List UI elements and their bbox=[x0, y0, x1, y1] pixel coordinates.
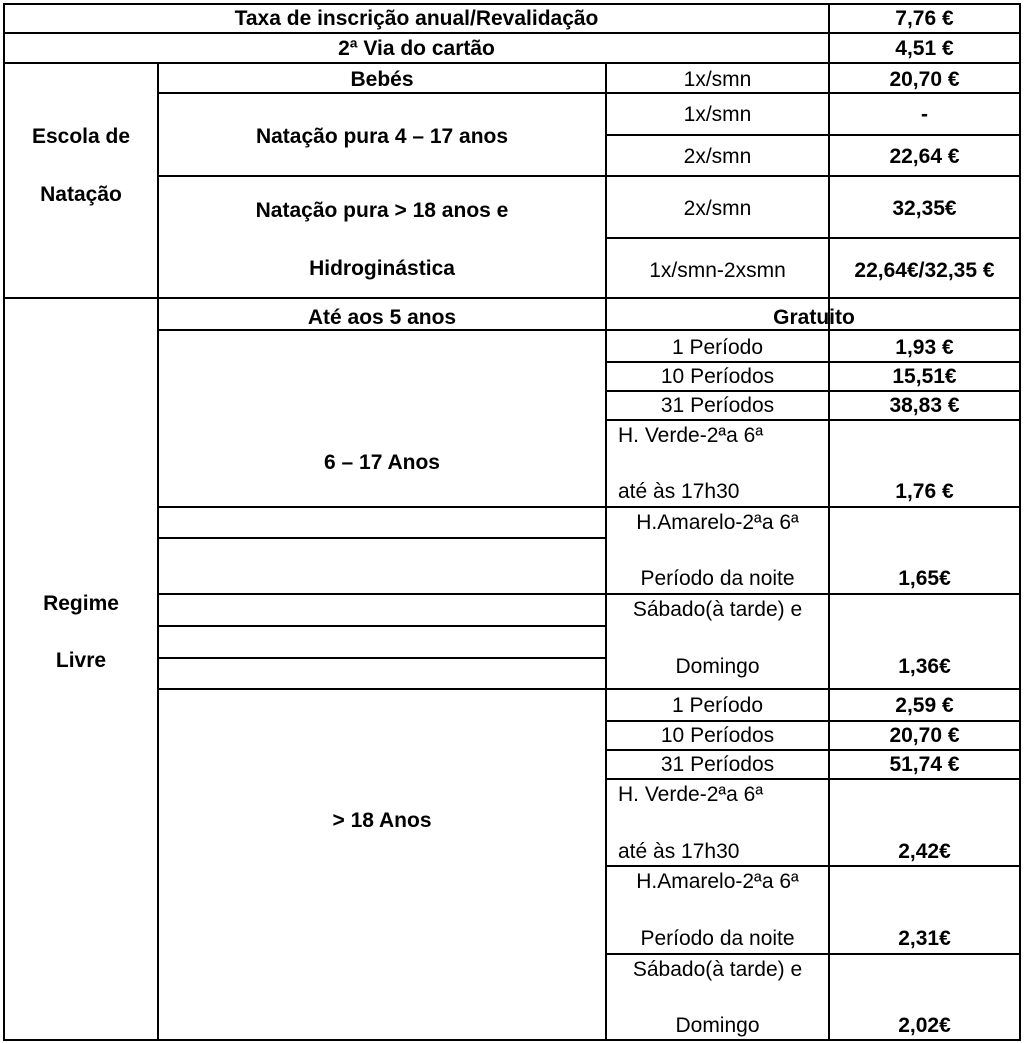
under5-value: Gratuito bbox=[773, 306, 855, 329]
adults-10-periods-price: 20,70 € bbox=[889, 724, 960, 747]
youth-yellow-line1: H.Amarelo-2ªa 6ª bbox=[636, 511, 799, 534]
adults-yellow-line1: H.Amarelo-2ªa 6ª bbox=[636, 870, 799, 893]
pure-4-17-price1: - bbox=[921, 103, 928, 126]
adults-yellow-line2: Período da noite bbox=[640, 927, 795, 950]
youth-green-line2: até às 17h30 bbox=[618, 480, 740, 503]
under5-label: Até aos 5 anos bbox=[307, 306, 457, 329]
youth-31-periods: 31 Períodos bbox=[660, 394, 775, 417]
youth-green-line1: H. Verde-2ªa 6ª bbox=[618, 424, 764, 447]
youth-weekend-line1: Sábado(à tarde) e bbox=[632, 598, 803, 621]
babies-label: Bebés bbox=[350, 68, 414, 91]
adults-weekend-line1: Sábado(à tarde) e bbox=[632, 958, 803, 981]
youth-yellow-line2: Período da noite bbox=[640, 567, 795, 590]
card-fee-value: 4,51 € bbox=[895, 37, 954, 60]
youth-yellow-price: 1,65€ bbox=[898, 567, 951, 590]
adult-swim-freq1: 2x/smn bbox=[683, 197, 752, 220]
babies-freq: 1x/smn bbox=[683, 68, 752, 91]
pure-4-17-freq2: 2x/smn bbox=[683, 145, 752, 168]
annual-fee-value: 7,76 € bbox=[895, 7, 954, 30]
adults-31-periods-price: 51,74 € bbox=[889, 753, 960, 776]
adult-swim-freq2: 1x/smn-2xsmn bbox=[649, 259, 786, 282]
adult-swim-label-line1: Natação pura > 18 anos e bbox=[255, 199, 509, 222]
youth-weekend-line2: Domingo bbox=[675, 655, 760, 678]
youth-label: 6 – 17 Anos bbox=[324, 451, 440, 474]
babies-price: 20,70 € bbox=[889, 68, 960, 91]
adult-swim-price2: 22,64€/32,35 € bbox=[854, 259, 995, 282]
adults-10-periods: 10 Períodos bbox=[660, 724, 775, 747]
pure-4-17-freq1: 1x/smn bbox=[683, 103, 752, 126]
youth-weekend-price: 1,36€ bbox=[898, 655, 951, 678]
adult-swim-label-line2: Hidroginástica bbox=[309, 257, 455, 280]
adults-yellow-price: 2,31€ bbox=[898, 927, 951, 950]
card-fee-label: 2ª Via do cartão bbox=[338, 37, 495, 60]
youth-green-price: 1,76 € bbox=[895, 480, 954, 503]
adults-label: > 18 Anos bbox=[332, 809, 432, 832]
youth-1-period: 1 Período bbox=[671, 336, 764, 359]
youth-31-periods-price: 38,83 € bbox=[889, 394, 960, 417]
adults-1-period: 1 Período bbox=[671, 694, 764, 717]
adults-weekend-line2: Domingo bbox=[675, 1014, 760, 1037]
adults-green-line2: até às 17h30 bbox=[618, 840, 740, 863]
regime-title-line1: Regime bbox=[43, 592, 119, 615]
youth-10-periods-price: 15,51€ bbox=[892, 365, 957, 388]
escola-title-line1: Escola de bbox=[31, 125, 131, 148]
adults-1-period-price: 2,59 € bbox=[895, 694, 954, 717]
adults-31-periods: 31 Períodos bbox=[660, 753, 775, 776]
adults-weekend-price: 2,02€ bbox=[898, 1014, 951, 1037]
adults-green-line1: H. Verde-2ªa 6ª bbox=[618, 783, 764, 806]
pure-4-17-label: Natação pura 4 – 17 anos bbox=[255, 125, 509, 148]
escola-title-line2: Natação bbox=[40, 183, 122, 206]
regime-title-line2: Livre bbox=[55, 649, 107, 672]
adult-swim-price1: 32,35€ bbox=[892, 197, 957, 220]
youth-10-periods: 10 Períodos bbox=[660, 365, 775, 388]
adults-green-price: 2,42€ bbox=[898, 840, 951, 863]
pure-4-17-price2: 22,64 € bbox=[889, 145, 960, 168]
annual-fee-label: Taxa de inscrição anual/Revalidação bbox=[234, 7, 599, 30]
youth-1-period-price: 1,93 € bbox=[895, 336, 954, 359]
